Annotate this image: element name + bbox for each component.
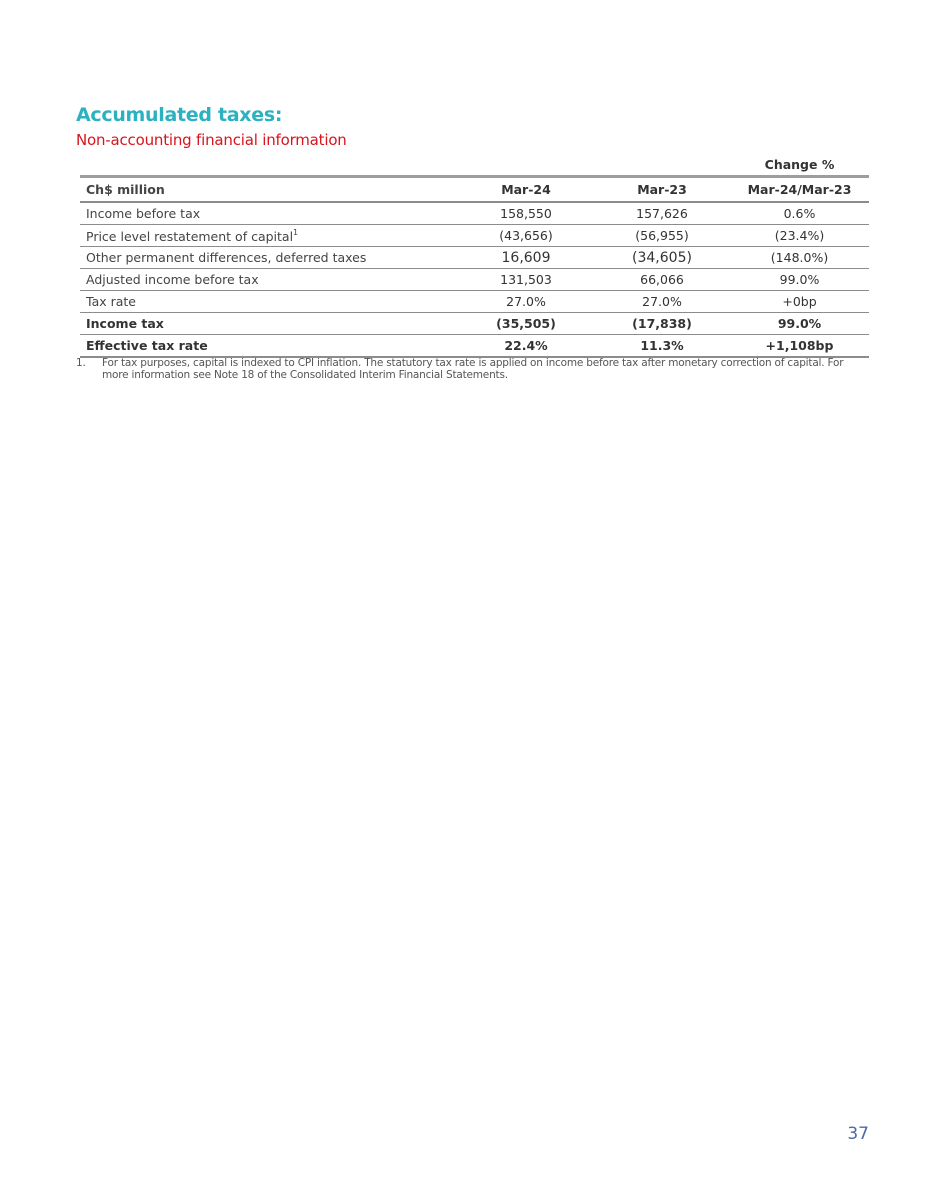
- row-mar24: 158,550: [500, 206, 552, 221]
- page-number: 37: [847, 1124, 869, 1144]
- row-mar24: (43,656): [499, 228, 553, 243]
- row-change: 99.0%: [777, 316, 822, 331]
- table-header-row: [80, 178, 869, 203]
- row-change: (148.0%): [770, 250, 829, 265]
- row-mar24: 16,609: [501, 249, 551, 266]
- table-row: [80, 291, 869, 313]
- footnote-text: For tax purposes, capital is indexed to CPI inflation. The statutory tax rate is applied on income before tax after monetary correction of capital. For more information see Note 18 of the Consolidated Interim Financial Statements.: [102, 357, 844, 381]
- row-label: Income before tax: [86, 206, 201, 221]
- page-title: Accumulated taxes:: [76, 104, 283, 126]
- row-change: +1,108bp: [765, 338, 834, 353]
- page-subtitle: Non-accounting financial information: [76, 131, 347, 149]
- table-row: [80, 269, 869, 291]
- row-mar24: 27.0%: [506, 294, 546, 309]
- row-change: 0.6%: [783, 206, 816, 221]
- row-label: Effective tax rate: [86, 338, 208, 353]
- row-change: 99.0%: [779, 272, 820, 287]
- row-label: Price level restatement of capital$^1$: [86, 227, 299, 244]
- header-change: Mar-24/Mar-23: [747, 182, 852, 197]
- row-label: Adjusted income before tax: [86, 272, 259, 287]
- table-row: [80, 313, 869, 335]
- row-mar23: (34,605): [632, 249, 692, 266]
- row-mar23: 66,066: [640, 272, 684, 287]
- row-mar24: 131,503: [500, 272, 552, 287]
- table-row: [80, 335, 869, 358]
- row-mar23: (17,838): [632, 316, 692, 331]
- accumulated-taxes-table: [80, 154, 869, 358]
- table-super-header-row: [80, 154, 869, 178]
- row-change: (23.4%): [774, 228, 825, 243]
- row-label: Tax rate: [86, 294, 136, 309]
- row-label: Income tax: [86, 316, 164, 331]
- footnote-ref: 1: [293, 227, 299, 237]
- header-label: Ch$ million: [86, 182, 165, 197]
- table-row: [80, 225, 869, 247]
- header-mar23: Mar-23: [637, 182, 687, 197]
- row-change: +0bp: [782, 294, 817, 309]
- footnote-number: 1.: [76, 357, 86, 369]
- row-mar24: 22.4%: [504, 338, 548, 353]
- table-row: [80, 247, 869, 269]
- row-mar24: (35,505): [496, 316, 556, 331]
- row-mar23: 11.3%: [640, 338, 684, 353]
- row-mar23: 27.0%: [642, 294, 682, 309]
- header-mar24: Mar-24: [501, 182, 551, 197]
- row-mar23: (56,955): [635, 228, 689, 243]
- table-row: [80, 203, 869, 225]
- footnote: [76, 357, 866, 381]
- row-mar23: 157,626: [636, 206, 688, 221]
- change-pct-header: Change %: [764, 157, 835, 172]
- row-label: Other permanent differences, deferred taxes: [86, 250, 367, 265]
